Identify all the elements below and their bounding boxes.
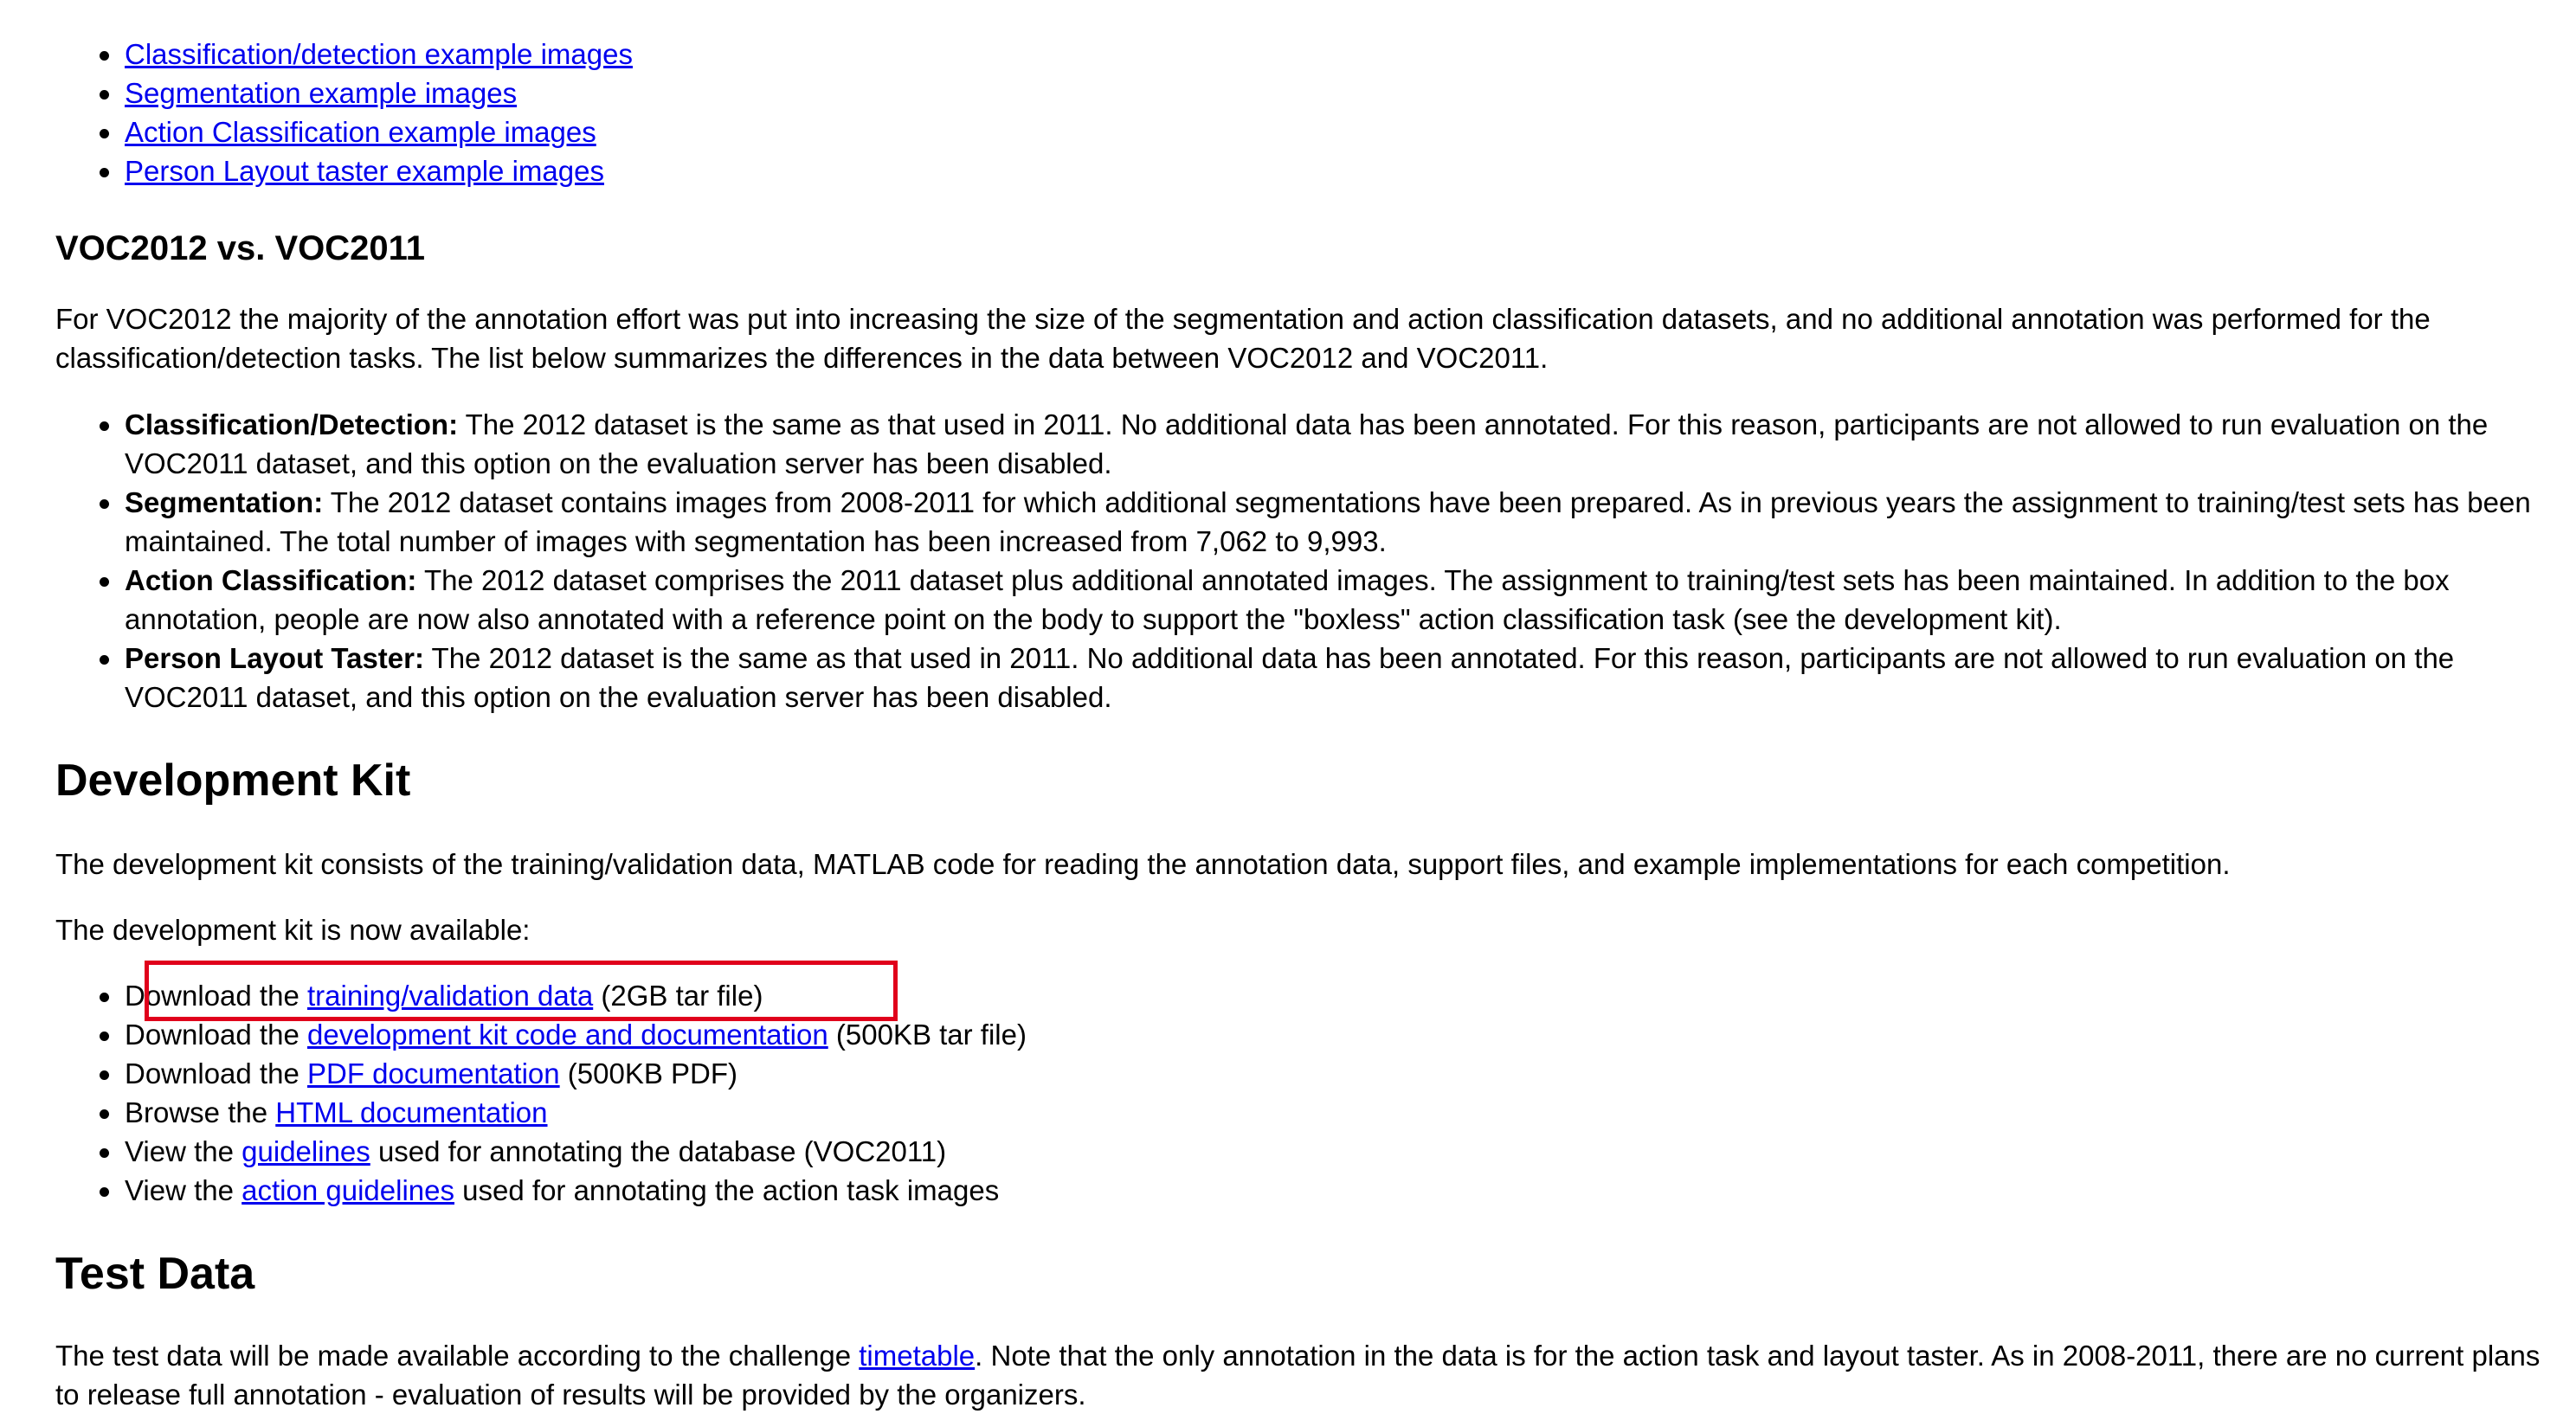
item-prefix: Download the [125, 1057, 307, 1089]
voc-comparison-intro: For VOC2012 the majority of the annotation effort was put into increasing the size of the segmentation and action classification datasets, and no additional annotation was performed for the classification/detection tasks. The list below summarizes the differences in the data between VOC2012 and VOC2011. [55, 303, 2431, 374]
item-title: Classification/Detection: [125, 408, 459, 440]
action-examples-link[interactable]: Action Classification example images [125, 116, 596, 148]
differences-list [55, 405, 2548, 717]
highlight-box [145, 961, 898, 1021]
item-text: The 2012 dataset comprises the 2011 dataset plus additional annotated images. The assignment to training/test sets has been maintained. In addition to the box annotation, people are now also annotated with a reference point on the body to support the "boxless" action classification task (see the development kit). [125, 564, 2450, 635]
list-item [55, 1093, 1027, 1132]
examples-list [55, 35, 633, 190]
html-doc-link[interactable]: HTML documentation [275, 1096, 548, 1128]
item-suffix: used for annotating the action task images [454, 1174, 1000, 1206]
devkit-description: The development kit consists of the training/validation data, MATLAB code for reading the annotation data, support files, and example implementations for each competition. [55, 848, 2231, 880]
devkit-availability: The development kit is now available: [55, 914, 531, 946]
list-item [55, 639, 2548, 717]
classification-examples-link[interactable]: Classification/detection example images [125, 38, 633, 70]
item-title: Person Layout Taster: [125, 642, 424, 674]
test-data-prefix: The test data will be made available according to the challenge [55, 1340, 860, 1372]
item-suffix: (2GB tar file) [593, 980, 763, 1012]
item-prefix: View the [125, 1174, 242, 1206]
item-title: Segmentation: [125, 486, 324, 518]
list-item [55, 561, 2548, 639]
list-item [55, 405, 2548, 483]
segmentation-examples-link[interactable]: Segmentation example images [125, 77, 518, 109]
voc-comparison-heading: VOC2012 vs. VOC2011 [55, 229, 425, 267]
item-title: Action Classification: [125, 564, 417, 596]
item-suffix: used for annotating the database (VOC2011) [370, 1135, 947, 1167]
item-text: The 2012 dataset contains images from 2008-2011 for which additional segmentations have been prepared. As in previous years the assignment to training/test sets has been maintained. The total number of images with segmentation has been increased from 7,062 to 9,993. [125, 486, 2531, 557]
item-text: The 2012 dataset is the same as that used in 2011. No additional data has been annotated. For this reason, participants are not allowed to run evaluation on the VOC2011 dataset, and this option on the evaluation server has been disabled. [125, 408, 2489, 479]
item-prefix: Browse the [125, 1096, 276, 1128]
list-item [55, 35, 633, 74]
trainval-data-link[interactable]: training/validation data [306, 980, 594, 1012]
list-item [55, 1054, 1027, 1093]
item-suffix: (500KB tar file) [828, 1019, 1027, 1051]
devkit-code-link[interactable]: development kit code and documentation [306, 1019, 828, 1051]
test-data-description [55, 1336, 2548, 1414]
pdf-doc-link[interactable]: PDF documentation [306, 1057, 560, 1089]
item-prefix: Download the [125, 980, 307, 1012]
timetable-link[interactable]: timetable [859, 1340, 976, 1372]
item-suffix: (500KB PDF) [559, 1057, 738, 1089]
list-item [55, 1132, 1027, 1171]
item-prefix: View the [125, 1135, 242, 1167]
layout-examples-link[interactable]: Person Layout taster example images [125, 155, 604, 187]
test-data-heading: Test Data [55, 1249, 255, 1299]
list-item [55, 1171, 1027, 1210]
action-guidelines-link[interactable]: action guidelines [242, 1174, 454, 1206]
list-item [55, 112, 633, 151]
item-prefix: Download the [125, 1019, 307, 1051]
test-data-suffix: . Note that the only annotation in the data is for the action task and layout taster. As in 2008-2011, there are no current plans to release full annotation - evaluation of results will be provided by the organizers. [55, 1340, 2541, 1411]
list-item [55, 483, 2548, 561]
list-item [55, 151, 633, 190]
item-text: The 2012 dataset is the same as that used in 2011. No additional data has been annotated. For this reason, participants are not allowed to run evaluation on the VOC2011 dataset, and this option on the evaluation server has been disabled. [125, 642, 2455, 713]
guidelines-link[interactable]: guidelines [242, 1135, 370, 1167]
devkit-heading: Development Kit [55, 755, 411, 806]
list-item [55, 74, 633, 112]
